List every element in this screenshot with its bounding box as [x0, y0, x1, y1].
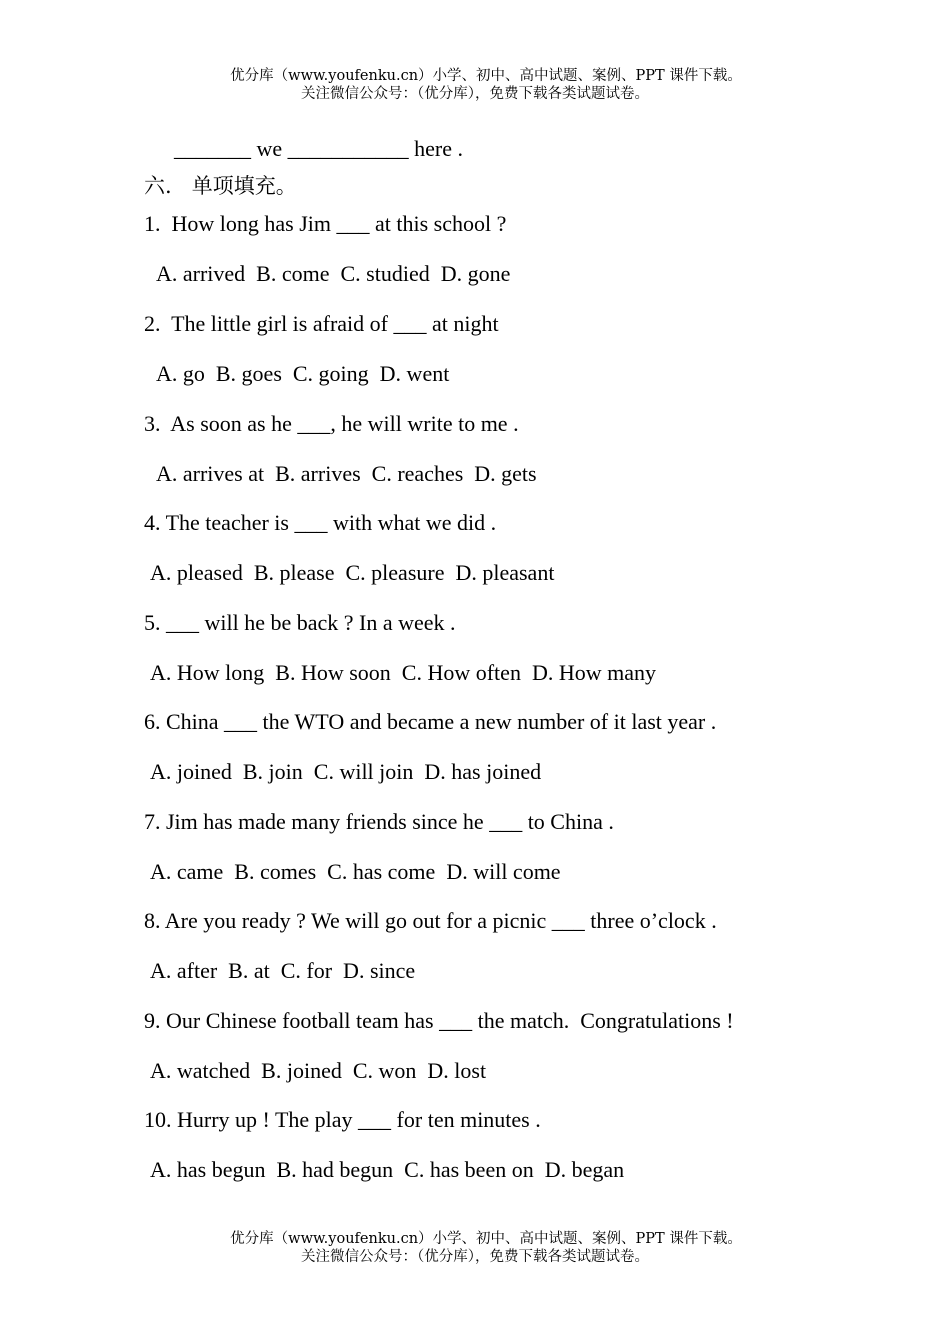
header-line-2: 关注微信公众号：（优分库），免费下载各类试题试卷。 [301, 86, 649, 102]
question-stem: 10. Hurry up ! The play ___ for ten minutes . [144, 1107, 541, 1132]
footer-line-2: 关注微信公众号：（优分库），免费下载各类试题试卷。 [301, 1249, 649, 1265]
question-stem: 7. Jim has made many friends since he ___ to China . [144, 809, 614, 834]
section-title: 六. 单项填充。 [144, 174, 297, 198]
question-options: A. came B. comes C. has come D. will come [150, 859, 561, 884]
question-options: A. has begun B. had begun C. has been on D. began [150, 1157, 625, 1182]
question-stem: 8. Are you ready ? We will go out for a picnic ___ three o’clock . [144, 908, 717, 933]
question-options: A. arrives at B. arrives C. reaches D. gets [156, 461, 537, 486]
continuation-line: _______ we ___________ here . [174, 136, 464, 161]
page-footer [0, 1230, 950, 1266]
question-options: A. arrived B. come C. studied D. gone [156, 261, 511, 286]
question-stem: 5. ___ will he be back ? In a week . [144, 610, 456, 635]
question-stem: 9. Our Chinese football team has ___ the match. Congratulations ! [144, 1008, 734, 1033]
question-options: A. go B. goes C. going D. went [156, 361, 450, 386]
question-stem: 4. The teacher is ___ with what we did . [144, 510, 497, 535]
question-options: A. How long B. How soon C. How often D. How many [150, 660, 656, 685]
question-options: A. after B. at C. for D. since [150, 958, 416, 983]
question-options: A. watched B. joined C. won D. lost [150, 1058, 487, 1083]
question-stem: 3. As soon as he ___, he will write to me . [144, 411, 519, 436]
question-options: A. joined B. join C. will join D. has joined [150, 759, 542, 784]
footer-line-1: 优分库（www.youfenku.cn）小学、初中、高中试题、案例、PPT 课件下载。 [230, 1231, 742, 1247]
question-stem: 2. The little girl is afraid of ___ at night [144, 311, 499, 336]
question-stem: 1. How long has Jim ___ at this school ? [144, 211, 507, 236]
header-line-1: 优分库（www.youfenku.cn）小学、初中、高中试题、案例、PPT 课件下载。 [230, 68, 742, 84]
page-header [0, 67, 950, 103]
question-options: A. pleased B. please C. pleasure D. pleasant [150, 560, 555, 585]
question-stem: 6. China ___ the WTO and became a new number of it last year . [144, 709, 717, 734]
